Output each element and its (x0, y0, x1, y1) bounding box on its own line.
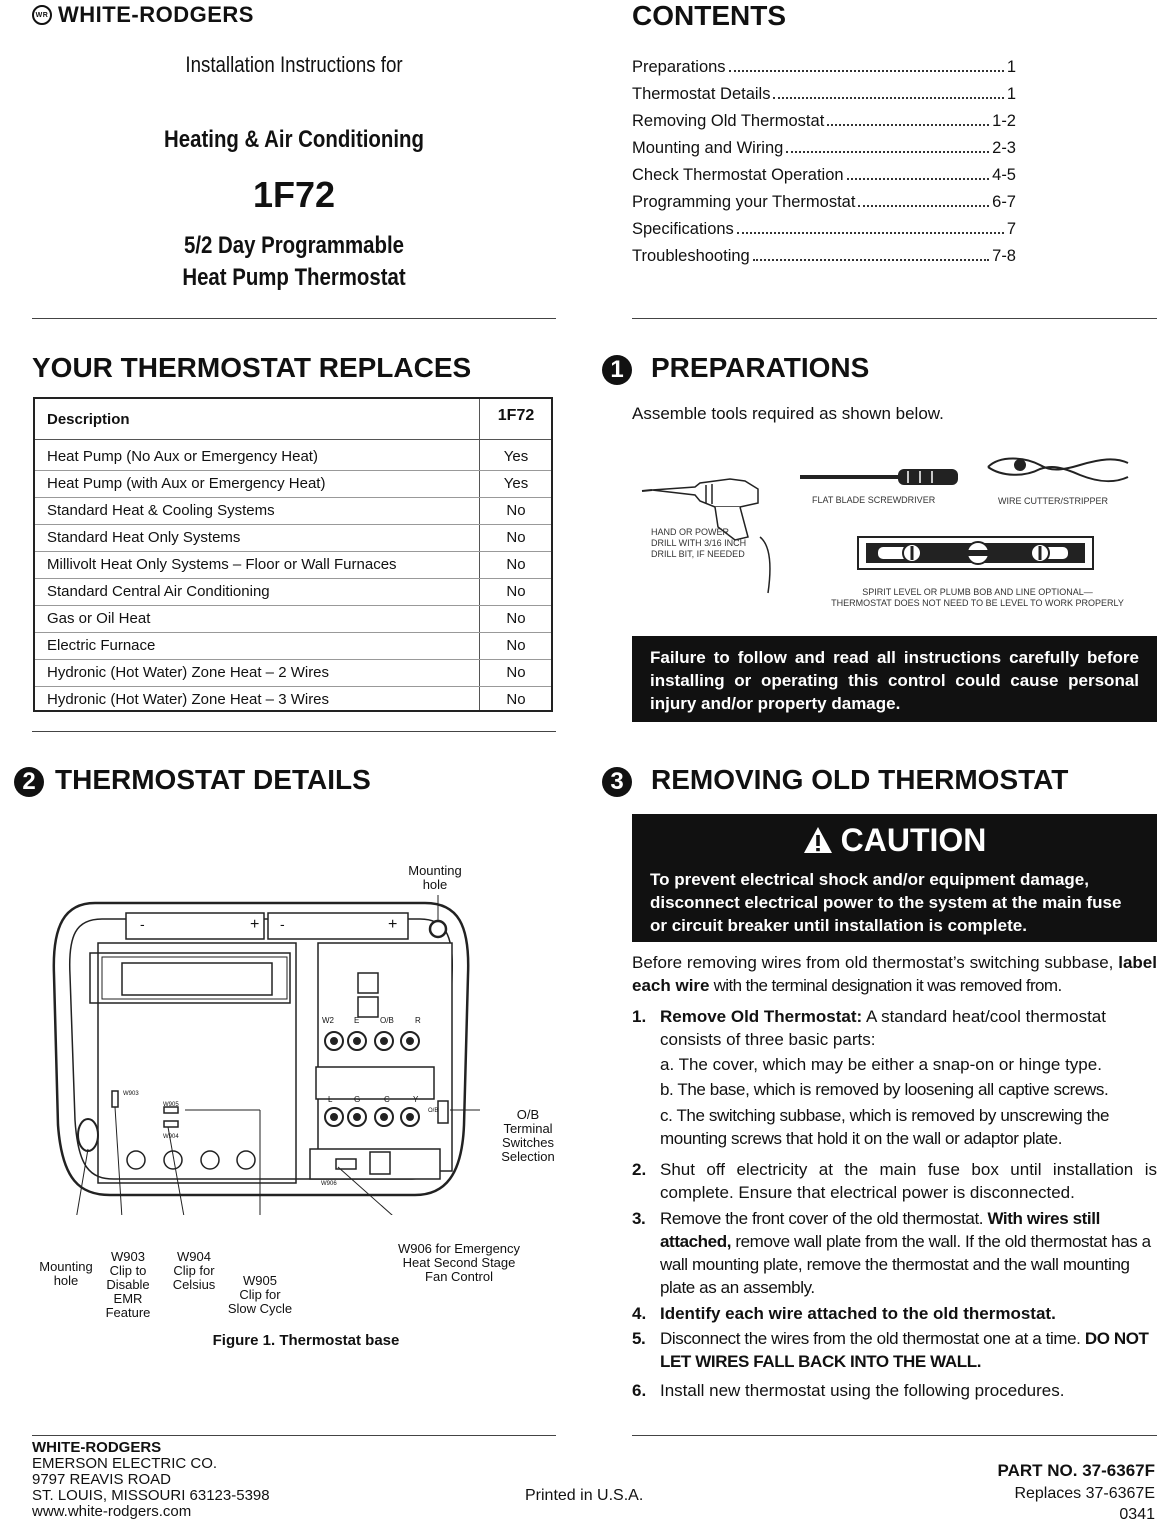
step-title: Remove Old Thermostat: (660, 1007, 863, 1026)
callout-mounting-hole-bottom (34, 1260, 98, 1288)
divider (632, 1435, 1157, 1436)
row-value: No (506, 664, 526, 681)
drill-label (651, 527, 746, 560)
toc-page: 1-2 (992, 112, 1016, 130)
model-number: 1F72 (252, 174, 336, 215)
step-body: Disconnect the wires from the old thermostat one at a time. (660, 1329, 1085, 1348)
toc-label: Check Thermostat Operation (632, 166, 844, 184)
ob-switch (438, 1101, 448, 1123)
callout-line: Feature (105, 1305, 151, 1320)
column-header-model: 1F72 (497, 407, 535, 424)
table-row (35, 443, 551, 471)
toc-entry (632, 166, 1016, 193)
callout-w904 (164, 1250, 224, 1292)
table-row (35, 632, 551, 660)
table-row (35, 470, 551, 498)
step-number: 5. (632, 1329, 646, 1348)
footer-website-link[interactable]: www.white-rodgers.com (32, 1503, 192, 1520)
callout-ob-switches (496, 1108, 560, 1164)
w904-clip (164, 1121, 178, 1127)
header-separator (35, 439, 551, 440)
callout-line: W906 for Emergency (397, 1241, 521, 1256)
row-value: No (506, 691, 526, 708)
toc-leader (737, 232, 1004, 234)
step-body: Remove the front cover of the old thermostat. (660, 1209, 988, 1228)
callout-line: Selection (501, 1149, 555, 1164)
contents-title: CONTENTS (632, 0, 786, 31)
row-value: No (506, 529, 526, 546)
table-row (35, 551, 551, 579)
sub-item: b. The base, which is removed by loosening all captive screws. (660, 1080, 1109, 1099)
section-number-badge: 1 (602, 355, 632, 385)
caution-box (632, 814, 1157, 942)
print-code: 0341 (1119, 1506, 1155, 1523)
toc-page: 1 (1006, 85, 1016, 103)
callout-w903 (98, 1250, 158, 1320)
warning-box: Failure to follow and read all instructions carefully before installing or operating this control could cause personal injury and/or property damage. (632, 636, 1157, 722)
row-description: Hydronic (Hot Water) Zone Heat – 3 Wires (47, 691, 330, 708)
replaces-part: Replaces 37-6367E (1014, 1485, 1155, 1502)
divider (32, 731, 556, 732)
terminal-label: E (354, 1016, 360, 1025)
row-description: Standard Central Air Conditioning (47, 583, 270, 600)
step-number: 6. (632, 1381, 647, 1400)
toc-leader (847, 178, 990, 180)
toc-label: Troubleshooting (632, 247, 750, 265)
callout-w905 (218, 1274, 302, 1316)
row-value: No (506, 583, 526, 600)
product-line-1: 5/2 Day Programmable (184, 232, 404, 259)
sub-item: c. The switching subbase, which is removed by unscrewing the mounting screws that hold it on the wall or adaptor plate. (660, 1106, 1110, 1148)
step-number: 4. (632, 1304, 647, 1323)
level-label-line: THERMOSTAT DOES NOT NEED TO BE LEVEL TO WORK PROPERLY (831, 598, 1124, 608)
terminal-label: G (354, 1095, 361, 1104)
divider (632, 318, 1157, 319)
w903-clip (112, 1091, 118, 1107)
terminal-board (318, 943, 452, 1171)
toc-entry (632, 112, 1016, 139)
printed-in: Printed in U.S.A. (525, 1487, 644, 1504)
battery-slot (268, 913, 408, 939)
screwdriver-label: FLAT BLADE SCREWDRIVER (812, 495, 936, 505)
toc-leader (773, 97, 1003, 99)
document-subtitle: Installation Instructions for (185, 52, 403, 77)
toc-leader (753, 259, 989, 261)
toc-page: 2-3 (992, 139, 1016, 157)
terminal-label: R (415, 1016, 421, 1025)
toc-leader (827, 124, 989, 126)
footer-company: WHITE-RODGERS (32, 1439, 162, 1456)
toc-leader (858, 205, 989, 207)
callout-w906 (384, 1242, 534, 1284)
intro-text: Before removing wires from old thermostat’s switching subbase, (632, 953, 1114, 972)
section-number-badge: 3 (602, 767, 632, 797)
part-number: PART NO. 37-6367F (997, 1461, 1155, 1480)
divider (32, 1435, 556, 1436)
intro-text: with the terminal designation it was removed from. (709, 976, 1062, 995)
footer-address (32, 1440, 270, 1520)
callout-line: EMR (113, 1291, 143, 1306)
step-text (660, 1327, 1157, 1373)
row-description: Electric Furnace (47, 637, 156, 654)
product-category: Heating & Air Conditioning (164, 126, 424, 153)
replaces-title: YOUR THERMOSTAT REPLACES (32, 352, 472, 383)
row-description: Gas or Oil Heat (47, 610, 151, 627)
brand-header (32, 2, 254, 28)
divider (32, 318, 556, 319)
caution-heading (632, 822, 1157, 859)
toc-label: Preparations (632, 58, 726, 76)
toc-page: 7-8 (992, 247, 1016, 265)
callout-line: Clip to (109, 1263, 147, 1278)
row-value: No (506, 610, 526, 627)
callout-line: Switches (501, 1135, 555, 1150)
replaces-table (33, 397, 553, 712)
cutter-label: WIRE CUTTER/STRIPPER (998, 496, 1109, 506)
terminal-label: C (384, 1095, 390, 1104)
step-number: 2. (632, 1160, 647, 1179)
toc-leader (786, 151, 989, 153)
footer-line: ST. LOUIS, MISSOURI 63123-5398 (32, 1487, 270, 1504)
step-body: A standard heat/cool thermostat consists of three basic parts: (660, 1007, 1106, 1049)
removing-intro (632, 951, 1157, 997)
table-row (35, 686, 551, 713)
silkscreen-label: O/B (428, 1108, 439, 1114)
silkscreen-label: W905 (163, 1102, 179, 1108)
row-description: Hydronic (Hot Water) Zone Heat – 2 Wires (47, 664, 330, 681)
silkscreen-label: W906 (321, 1181, 337, 1187)
toc-page: 1 (1006, 58, 1016, 76)
toc-page: 6-7 (992, 193, 1016, 211)
battery-minus: - (280, 916, 285, 932)
toc-entry (632, 193, 1016, 220)
caution-title-text: CAUTION (840, 822, 987, 858)
row-description: Standard Heat Only Systems (47, 529, 241, 546)
toc-label: Removing Old Thermostat (632, 112, 825, 130)
caution-text: To prevent electrical shock and/or equipment damage, disconnect electrical power to the system at the main fuse or circuit breaker until installation is complete. (650, 870, 1122, 935)
drill-label-line: HAND OR POWER (651, 527, 730, 537)
footer-line: EMERSON ELECTRIC CO. (32, 1455, 218, 1472)
callout-line: Clip for (239, 1287, 281, 1302)
intro-bold: label each wire (632, 953, 1157, 995)
terminal-label: Y (413, 1095, 419, 1104)
toc-entry (632, 85, 1016, 112)
toc-page: 7 (1006, 220, 1016, 238)
table-row (35, 497, 551, 525)
battery-plus: + (250, 916, 260, 933)
tools-illustration (640, 445, 1140, 600)
toc-entry (632, 58, 1016, 85)
step-text: Identify each wire attached to the old thermostat. (660, 1304, 1056, 1323)
drill-label-line: DRILL BIT, IF NEEDED (651, 549, 745, 559)
terminal-label: L (328, 1095, 333, 1104)
callout-line: W905 (243, 1273, 277, 1288)
product-line-2: Heat Pump Thermostat (182, 264, 406, 291)
toc-leader (729, 70, 1004, 72)
row-value: No (506, 637, 526, 654)
table-row (35, 605, 551, 633)
row-description: Standard Heat & Cooling Systems (47, 502, 275, 519)
details-title: THERMOSTAT DETAILS (55, 764, 371, 795)
toc-entry (632, 220, 1016, 247)
mounting-hole-icon (430, 921, 446, 937)
toc-entry (632, 139, 1016, 166)
callout-line: Mounting (39, 1259, 93, 1274)
section-number-badge: 2 (14, 767, 44, 797)
screwdriver-icon (800, 469, 958, 485)
table-row (35, 524, 551, 552)
toc-label: Thermostat Details (632, 85, 771, 103)
sub-item: a. The cover, which may be either a snap-on or hinge type. (660, 1055, 1102, 1074)
step-number: 3. (632, 1209, 646, 1228)
step-text (660, 1207, 1157, 1299)
level-label (800, 587, 1155, 609)
removing-title: REMOVING OLD THERMOSTAT (651, 764, 1069, 795)
row-value: No (506, 502, 526, 519)
callout-line: Mounting (408, 863, 462, 878)
toc-page: 4-5 (992, 166, 1016, 184)
callout-mounting-hole-top (400, 864, 470, 892)
table-of-contents (632, 58, 1016, 274)
silkscreen-label: W904 (163, 1134, 179, 1140)
row-description: Heat Pump (No Aux or Emergency Heat) (47, 448, 318, 465)
row-value: Yes (503, 475, 529, 492)
callout-line: O/B (516, 1107, 540, 1122)
brand-name: WHITE-RODGERS (58, 2, 254, 27)
table-row (35, 578, 551, 606)
callout-line: W903 (111, 1249, 145, 1264)
warning-triangle-icon (803, 826, 833, 854)
step-number: 1. (632, 1007, 647, 1026)
row-description: Heat Pump (with Aux or Emergency Heat) (47, 475, 326, 492)
mounting-hole-icon (78, 1119, 98, 1151)
toc-entry (632, 247, 1016, 274)
preparations-title: PREPARATIONS (651, 352, 870, 383)
white-rodgers-logo-icon: WR (32, 5, 52, 25)
terminal-label: O/B (380, 1016, 394, 1025)
toc-label: Mounting and Wiring (632, 139, 784, 157)
callout-line: hole (422, 877, 448, 892)
drill-label-line: DRILL WITH 3/16 INCH (651, 538, 747, 548)
callout-line: Fan Control (425, 1269, 493, 1284)
toc-label: Programming your Thermostat (632, 193, 856, 211)
toc-label: Specifications (632, 220, 734, 238)
row-description: Millivolt Heat Only Systems – Floor or Wall Furnaces (47, 556, 397, 573)
step-body: remove wall plate from the wall. If the old thermostat has a wall mounting plate, remove the thermostat and the wall mounting plate as an assembly. (660, 1232, 1151, 1297)
callout-line: Terminal (503, 1121, 553, 1136)
wire-cutter-icon (988, 459, 1128, 482)
step-text (660, 1005, 1157, 1051)
callout-line: hole (53, 1273, 79, 1288)
battery-plus: + (388, 916, 398, 933)
callout-line: Clip for (173, 1263, 215, 1278)
callout-line: W904 (177, 1249, 211, 1264)
callout-line: Heat Second Stage (402, 1255, 516, 1270)
footer-line: 9797 REAVIS ROAD (32, 1471, 171, 1488)
battery-minus: - (140, 916, 145, 932)
column-header-description: Description (47, 411, 130, 428)
preparations-text: Assemble tools required as shown below. (632, 404, 944, 423)
terminal-label: W2 (322, 1016, 334, 1025)
callout-line: Celsius (172, 1277, 216, 1292)
spirit-level-icon (858, 537, 1093, 569)
step-text: Shut off electricity at the main fuse box until installation is complete. Ensure that electrical power is disconnected. (660, 1160, 1157, 1202)
level-label-line: SPIRIT LEVEL OR PLUMB BOB AND LINE OPTIONAL— (862, 587, 1093, 597)
row-value: Yes (503, 448, 529, 465)
row-value: No (506, 556, 526, 573)
step-text: Install new thermostat using the following procedures. (660, 1381, 1065, 1400)
callout-line: Slow Cycle (227, 1301, 293, 1316)
thermostat-base-diagram (40, 895, 480, 1215)
step-bold: With wires still attached, (660, 1209, 1100, 1251)
silkscreen-label: W903 (123, 1091, 139, 1097)
callout-line: Disable (106, 1277, 150, 1292)
battery-slot (126, 913, 264, 939)
table-row (35, 659, 551, 687)
step-bold: DO NOT LET WIRES FALL BACK INTO THE WALL. (660, 1329, 1149, 1371)
figure-caption: Figure 1. Thermostat base (212, 1332, 400, 1349)
